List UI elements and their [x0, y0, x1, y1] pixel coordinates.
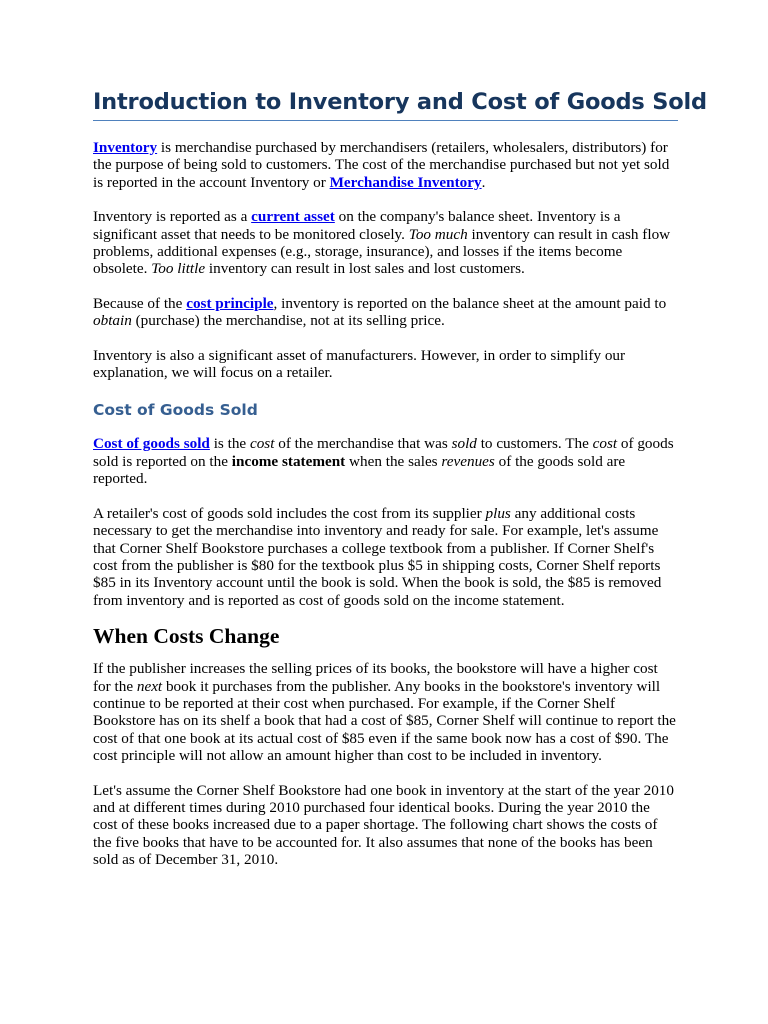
paragraph-publisher-increase: If the publisher increases the selling prices of its books, the bookstore will have a higher cost for the next book it purchases from the publisher. Any books in the bookstore's inventory will continue to be reported at their cost when purchased. For example, if the Corner Shelf Bookstore has on its shelf a book that had a cost of $85, Corner Shelf will continue to report the cost of that one book at its actual cost of $85 even if the same book now has a cost of $90. The cost principle will not allow an amount higher than cost to be included in inventory.	[93, 660, 676, 765]
paragraph-manufacturers: Inventory is also a significant asset of manufacturers. However, in order to simplify our explanation, we will focus on a retailer.	[93, 346, 626, 382]
paragraph-current-asset: Inventory is reported as a current asset on the company's balance sheet. Inventory is a significant asset that needs to be monitored closely. Too much inventory can result in cash flow problems, additional expenses (e.g., storage, insurance), and losses if the items become obsolete. Too little inventory can result in lost sales and lost customers.	[93, 208, 671, 278]
link-cost-of-goods-sold[interactable]: Cost of goods sold	[93, 435, 210, 453]
document-page	[93, 88, 707, 869]
link-cost-principle[interactable]: cost principle	[186, 294, 274, 312]
paragraph-retailer-cogs: A retailer's cost of goods sold includes the cost from its supplier plus any additional costs necessary to get the merchandise into inventory and ready for sale. For example, let's assume that Corner Shelf Bookstore purchases a college textbook from a publisher. If Corner Shelf's cost from the publisher is $80 for the textbook plus $5 in shipping costs, Corner Shelf reports $85 in its Inventory account until the book is sold. When the book is sold, the $85 is removed from inventory and is reported as cost of goods sold on the income statement.	[93, 504, 662, 609]
heading-when-costs-change: When Costs Change	[93, 624, 280, 649]
heading-cost-of-goods-sold: Cost of Goods Sold	[93, 401, 258, 420]
page-title: Introduction to Inventory and Cost of Goods Sold	[93, 88, 678, 121]
link-inventory[interactable]: Inventory	[93, 139, 158, 156]
paragraph-cogs-definition: Cost of goods sold is the cost of the merchandise that was sold to customers. The cost of goods sold is reported on the income statement when the sales revenues of the goods sold are reported.	[93, 435, 674, 488]
link-merchandise-inventory[interactable]: Merchandise Inventory	[329, 173, 482, 191]
paragraph-inventory-definition: Inventory is merchandise purchased by merchandisers (retailers, wholesalers, distributors) for the purpose of being sold to customers. The cost of the merchandise purchased but not yet sold is reported in the account Inventory or Merchandise Inventory.	[93, 139, 670, 191]
paragraph-bookstore-example: Let's assume the Corner Shelf Bookstore had one book in inventory at the start of the year 2010 and at different times during 2010 purchased four identical books. During the year 2010 the cost of these books increased due to a paper shortage. The following chart shows the costs of the five books that have to be accounted for. It also assumes that none of the books has been sold as of December 31, 2010.	[93, 781, 674, 869]
paragraph-cost-principle: Because of the cost principle, inventory is reported on the balance sheet at the amount paid to obtain (purchase) the merchandise, not at its selling price.	[93, 294, 667, 330]
link-current-asset[interactable]: current asset	[251, 208, 335, 226]
